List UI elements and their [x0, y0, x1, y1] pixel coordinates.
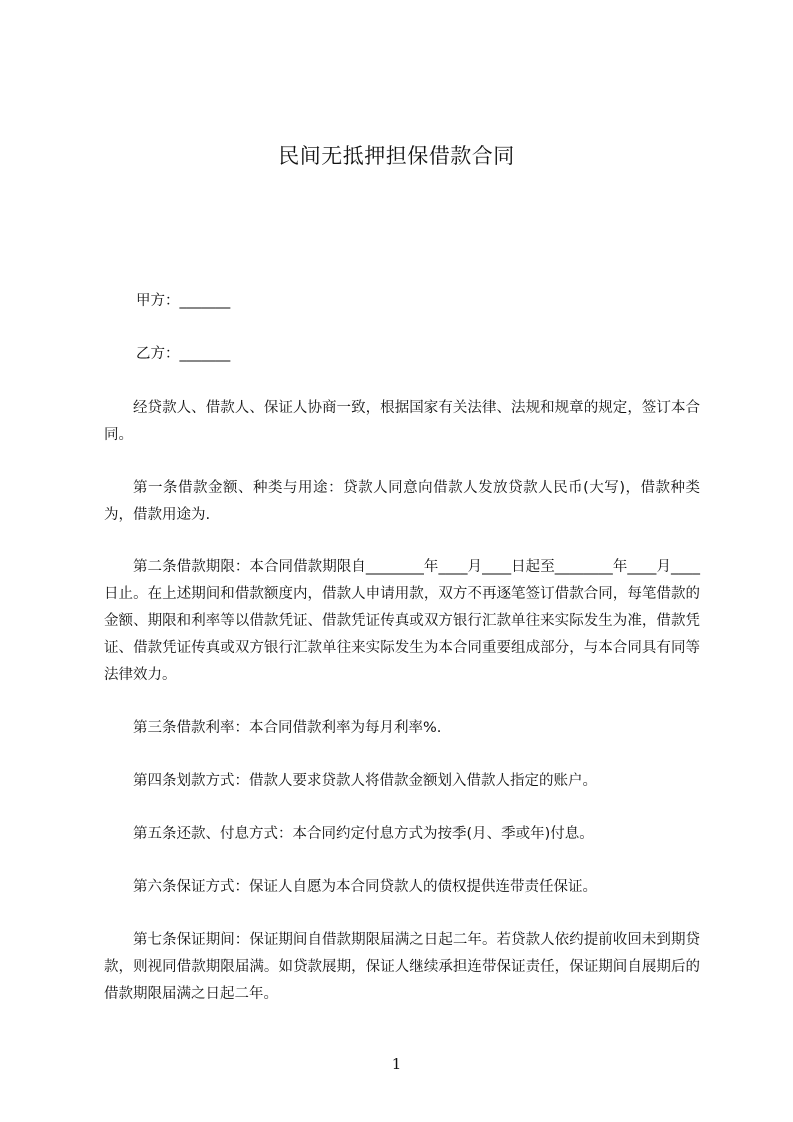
article-5-paragraph: 第五条还款、付息方式：本合同约定付息方式为按季(月、季或年)付息。 [133, 826, 594, 842]
party-b-line: 乙方：_______ [136, 346, 231, 362]
article-7-paragraph: 第七条保证期间：保证期间自借款期限届满之日起二年。若贷款人依约提前收回未到期贷款，则视同借款期限届满。如贷款展期，保证人继续承担连带保证责任，保证期间自展期后的借款期限届满之日起二年。 [104, 932, 700, 1002]
article-1-paragraph: 第一条借款金额、种类与用途：贷款人同意向借款人发放贷款人民币(大写)，借款种类为，借款用途为. [104, 480, 700, 523]
article-4-paragraph: 第四条划款方式：借款人要求贷款人将借款金额划入借款人指定的账户。 [133, 773, 597, 789]
preamble-paragraph: 经贷款人、借款人、保证人协商一致，根据国家有关法律、法规和规章的规定，签订本合同。 [104, 400, 700, 443]
article-3-paragraph: 第三条借款利率：本合同借款利率为每月利率%. [133, 720, 442, 736]
page-number: 1 [391, 1055, 402, 1073]
party-a-line: 甲方：_______ [136, 293, 231, 309]
article-6-paragraph: 第六条保证方式：保证人自愿为本合同贷款人的债权提供连带责任保证。 [133, 879, 597, 895]
article-2-paragraph: 第二条借款期限：本合同借款期限自________年____月____日起至________年____月____日止。在上述期间和借款额度内，借款人申请用款，双方不再逐笔签订借款合同，每笔借款的金额、期限和利率等以借款凭证、借款凭证传真或双方银行汇款单往来实际发生为准，借款凭证、借款凭证传真或双方银行汇款单往来实际发生为本合同重要组成部分，与本合同具有同等法律效力。 [104, 559, 700, 683]
document-title: 民间无抵押担保借款合同 [278, 144, 515, 168]
